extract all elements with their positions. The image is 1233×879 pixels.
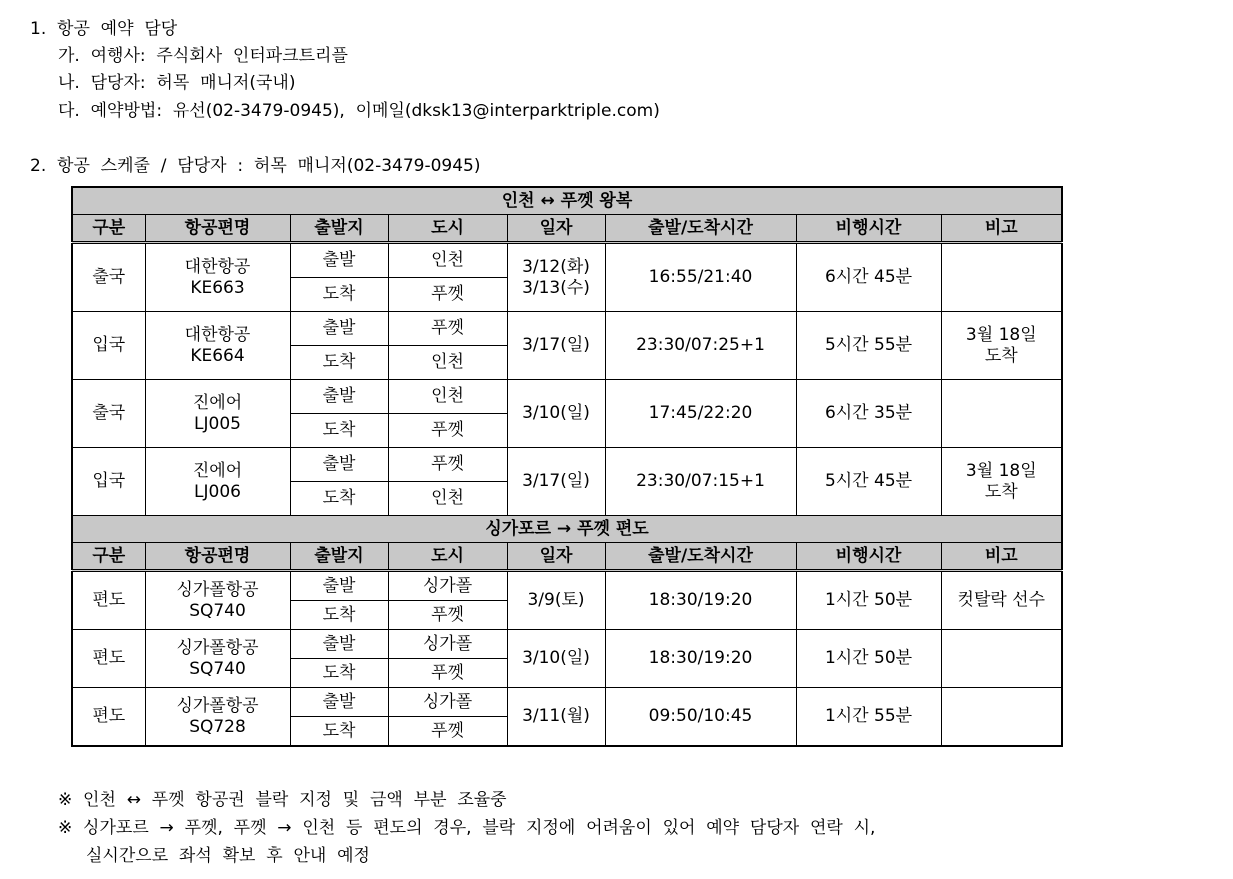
arrival-city: 푸껫 [388, 659, 507, 688]
column-header: 출발지 [290, 215, 388, 243]
duration-cell: 1시간 55분 [796, 688, 941, 747]
duration-cell: 5시간 55분 [796, 312, 941, 380]
date-cell: 3/17(일) [507, 448, 605, 516]
column-header: 출발/도착시간 [605, 215, 796, 243]
departure-label: 출발 [290, 630, 388, 659]
arrival-city: 푸껫 [388, 717, 507, 747]
note-cell-line: 도착 [984, 481, 1018, 502]
date-cell: 3/10(일) [507, 380, 605, 448]
column-header: 일자 [507, 215, 605, 243]
agency-line: 가. 여행사: 주식회사 인터파크트리플 [58, 46, 348, 66]
arrival-city: 푸껫 [388, 278, 507, 312]
column-header: 비행시간 [796, 543, 941, 571]
note-cell [941, 630, 1062, 688]
date-cell-line: 3/12(화) [522, 256, 590, 277]
column-header: 도시 [388, 215, 507, 243]
time-cell: 18:30/19:20 [605, 571, 796, 630]
note-cell [941, 312, 1062, 380]
departure-city: 싱가폴 [388, 688, 507, 717]
column-header: 일자 [507, 543, 605, 571]
note-cell-line: 3월 18일 [965, 460, 1037, 481]
flight-schedule-table [71, 186, 1063, 747]
departure-label: 출발 [290, 243, 388, 278]
flight-cell-line: 진에어 [192, 392, 243, 413]
date-cell: 3/17(일) [507, 312, 605, 380]
column-header: 구분 [72, 543, 145, 571]
type-cell: 입국 [72, 448, 145, 516]
departure-city: 인천 [388, 243, 507, 278]
departure-city: 푸껫 [388, 312, 507, 346]
column-header: 비고 [941, 215, 1062, 243]
arrival-label: 도착 [290, 482, 388, 516]
duration-cell: 1시간 50분 [796, 571, 941, 630]
flight-cell-line: SQ740 [189, 658, 246, 679]
column-header: 도시 [388, 543, 507, 571]
note-cell [941, 380, 1062, 448]
arrival-label: 도착 [290, 278, 388, 312]
table-row [72, 312, 1062, 346]
departure-city: 싱가폴 [388, 630, 507, 659]
arrival-city: 인천 [388, 482, 507, 516]
date-cell: 3/10(일) [507, 630, 605, 688]
booking-method-line: 다. 예약방법: 유선(02-3479-0945), 이메일(dksk13@interparktriple.com) [58, 101, 660, 121]
note-cell [941, 243, 1062, 312]
type-cell: 출국 [72, 380, 145, 448]
note-cell: 컷탈락 선수 [941, 571, 1062, 630]
note-cell-line: 3월 18일 [965, 324, 1037, 345]
arrival-label: 도착 [290, 659, 388, 688]
duration-cell: 6시간 35분 [796, 380, 941, 448]
flight-cell-line: 대한항공 [184, 256, 251, 277]
flight-cell [145, 688, 290, 747]
flight-cell [145, 243, 290, 312]
arrival-city: 푸껫 [388, 414, 507, 448]
arrival-label: 도착 [290, 414, 388, 448]
date-cell-line: 3/13(수) [522, 277, 590, 298]
time-cell: 23:30/07:25+1 [605, 312, 796, 380]
flight-cell-line: LJ006 [194, 481, 241, 502]
departure-label: 출발 [290, 312, 388, 346]
section2-heading: 2. 항공 스케줄 / 담당자 : 허목 매니저(02-3479-0945) [30, 156, 481, 176]
flight-cell [145, 571, 290, 630]
arrival-city: 푸껫 [388, 601, 507, 630]
column-header: 출발지 [290, 543, 388, 571]
flight-cell-line: KE664 [190, 345, 245, 366]
note-cell-line: 도착 [984, 345, 1018, 366]
header-row [72, 543, 1062, 571]
flight-cell [145, 630, 290, 688]
type-cell: 편도 [72, 630, 145, 688]
type-cell: 입국 [72, 312, 145, 380]
header-row [72, 215, 1062, 243]
section-title: 인천 ↔ 푸껫 왕복 [72, 187, 1062, 215]
note-2: ※ 싱가포르 → 푸껫, 푸껫 → 인천 등 편도의 경우, 블락 지정에 어려움이 있어 예약 담당자 연락 시, [58, 818, 876, 838]
column-header: 비고 [941, 543, 1062, 571]
date-cell [507, 243, 605, 312]
date-cell: 3/11(월) [507, 688, 605, 747]
time-cell: 16:55/21:40 [605, 243, 796, 312]
flight-cell-line: LJ005 [194, 413, 241, 434]
flight-cell-line: 싱가폴항공 [176, 695, 259, 716]
departure-city: 푸껫 [388, 448, 507, 482]
table-row [72, 630, 1062, 659]
section-title-row [72, 516, 1062, 543]
column-header: 항공편명 [145, 215, 290, 243]
arrival-label: 도착 [290, 601, 388, 630]
section1-heading: 1. 항공 예약 담당 [30, 19, 178, 39]
flight-cell-line: 싱가폴항공 [176, 637, 259, 658]
flight-cell-line: SQ728 [189, 716, 246, 737]
time-cell: 09:50/10:45 [605, 688, 796, 747]
arrival-label: 도착 [290, 717, 388, 747]
table-row [72, 243, 1062, 278]
time-cell: 18:30/19:20 [605, 630, 796, 688]
type-cell: 편도 [72, 571, 145, 630]
flight-cell-line: 대한항공 [184, 324, 251, 345]
departure-label: 출발 [290, 448, 388, 482]
duration-cell: 5시간 45분 [796, 448, 941, 516]
column-header: 항공편명 [145, 543, 290, 571]
note-1: ※ 인천 ↔ 푸껫 항공권 블락 지정 및 금액 부분 조율중 [58, 790, 507, 810]
type-cell: 출국 [72, 243, 145, 312]
arrival-label: 도착 [290, 346, 388, 380]
section-title-row [72, 187, 1062, 215]
time-cell: 17:45/22:20 [605, 380, 796, 448]
note-cell [941, 688, 1062, 747]
flight-cell [145, 448, 290, 516]
table-row [72, 688, 1062, 717]
table-row [72, 380, 1062, 414]
flight-cell-line: KE663 [190, 277, 245, 298]
time-cell: 23:30/07:15+1 [605, 448, 796, 516]
table-row [72, 448, 1062, 482]
column-header: 비행시간 [796, 215, 941, 243]
departure-city: 싱가폴 [388, 571, 507, 601]
duration-cell: 6시간 45분 [796, 243, 941, 312]
flight-cell-line: SQ740 [189, 600, 246, 621]
note-3: 실시간으로 좌석 확보 후 안내 예정 [86, 846, 370, 866]
column-header: 구분 [72, 215, 145, 243]
section-title: 싱가포르 → 푸껫 편도 [72, 516, 1062, 543]
manager-line: 나. 담당자: 허목 매니저(국내) [58, 73, 296, 93]
table-row [72, 571, 1062, 601]
duration-cell: 1시간 50분 [796, 630, 941, 688]
date-cell: 3/9(토) [507, 571, 605, 630]
flight-cell [145, 380, 290, 448]
departure-label: 출발 [290, 571, 388, 601]
flight-cell-line: 진에어 [192, 460, 243, 481]
type-cell: 편도 [72, 688, 145, 747]
departure-label: 출발 [290, 688, 388, 717]
note-cell [941, 448, 1062, 516]
departure-label: 출발 [290, 380, 388, 414]
arrival-city: 인천 [388, 346, 507, 380]
flight-cell [145, 312, 290, 380]
column-header: 출발/도착시간 [605, 543, 796, 571]
departure-city: 인천 [388, 380, 507, 414]
flight-cell-line: 싱가폴항공 [176, 579, 259, 600]
table-body [72, 187, 1062, 746]
